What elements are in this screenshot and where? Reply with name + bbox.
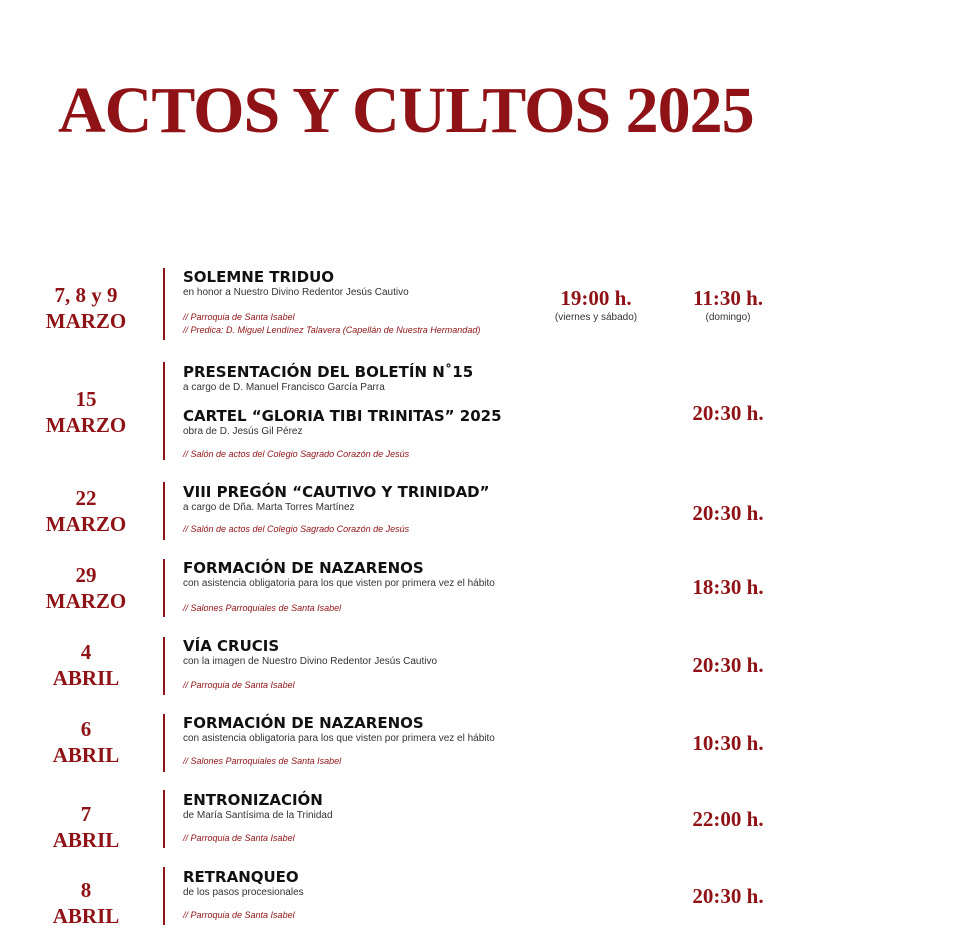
event-via-crucis (0, 637, 980, 697)
divider-line (163, 482, 165, 540)
divider-line (163, 867, 165, 925)
event-details (183, 559, 703, 615)
event-date (36, 485, 136, 537)
event-time: 10:30 h. (692, 731, 764, 755)
event-subtitle-secondary: obra de D. Jesús Gil Pérez (183, 426, 303, 437)
event-date-month: ABRIL (52, 666, 120, 690)
event-time: 20:30 h. (692, 501, 764, 525)
event-time-weekday: 19:00 h. (560, 286, 632, 310)
event-subtitle: de los pasos procesionales (183, 887, 304, 898)
event-time: 20:30 h. (692, 884, 764, 908)
event-time: 18:30 h. (692, 575, 764, 599)
divider-line (163, 362, 165, 460)
event-formacion-nazarenos-29 (0, 559, 980, 619)
event-title: PRESENTACIÓN DEL BOLETÍN N˚15 (183, 363, 474, 381)
divider-line (163, 637, 165, 695)
event-location: // Parroquia de Santa Isabel (183, 680, 295, 690)
event-title: RETRANQUEO (183, 868, 299, 886)
event-entronizacion (0, 790, 980, 852)
event-time-sunday-note: (domingo) (705, 312, 751, 323)
event-subtitle: con asistencia obligatoria para los que visten por primera vez el hábito (183, 733, 495, 744)
event-location: // Parroquia de Santa Isabel (183, 312, 295, 322)
divider-line (163, 714, 165, 772)
event-retranqueo (0, 867, 980, 929)
event-date-day: 15 (75, 387, 97, 411)
event-time: 20:30 h. (692, 653, 764, 677)
event-date-month: MARZO (45, 512, 127, 536)
event-title: ENTRONIZACIÓN (183, 791, 323, 809)
event-details (183, 868, 703, 922)
event-date-month: ABRIL (52, 828, 120, 852)
event-time-sunday: 11:30 h. (692, 286, 763, 310)
event-date (36, 386, 136, 438)
event-solemne-triduo (0, 268, 980, 344)
divider-line (163, 790, 165, 848)
event-date (36, 877, 136, 929)
event-date-month: ABRIL (52, 743, 120, 767)
event-details (183, 363, 703, 461)
event-subtitle: en honor a Nuestro Divino Redentor Jesús Cautivo (183, 287, 409, 298)
event-subtitle: a cargo de Dña. Marta Torres Martínez (183, 502, 355, 513)
divider-line (163, 559, 165, 617)
event-location: // Parroquia de Santa Isabel (183, 910, 295, 920)
event-time: 22:00 h. (692, 807, 764, 831)
event-date (36, 562, 136, 614)
event-time-weekday-note: (viernes y sábado) (554, 312, 638, 323)
event-title: VÍA CRUCIS (183, 637, 280, 655)
event-date (36, 639, 136, 691)
page-title: ACTOS Y CULTOS 2025 (58, 74, 754, 147)
event-subtitle: a cargo de D. Manuel Francisco García Parra (183, 382, 385, 393)
event-title: FORMACIÓN DE NAZARENOS (183, 559, 424, 577)
event-subtitle: con asistencia obligatoria para los que visten por primera vez el hábito (183, 578, 495, 589)
event-details (183, 791, 703, 845)
event-date-month: MARZO (45, 413, 127, 437)
event-date (36, 716, 136, 768)
event-date-day: 6 (80, 717, 92, 741)
event-date-day: 29 (75, 563, 97, 587)
event-location: // Salón de actos del Colegio Sagrado Corazón de Jesús (183, 524, 410, 534)
event-date-day: 4 (80, 640, 92, 664)
event-pregon (0, 482, 980, 542)
event-details (183, 714, 703, 768)
event-date-day: 7 (80, 802, 92, 826)
event-date-day: 7, 8 y 9 (54, 283, 118, 307)
event-date-month: ABRIL (52, 904, 120, 928)
event-subtitle: de María Santísima de la Trinidad (183, 810, 333, 821)
event-time: 20:30 h. (692, 401, 764, 425)
event-location: // Salones Parroquiales de Santa Isabel (183, 756, 342, 766)
event-formacion-nazarenos-6 (0, 714, 980, 774)
event-date-month: MARZO (45, 309, 127, 333)
event-date (36, 801, 136, 853)
event-date (36, 282, 136, 334)
event-date-day: 22 (75, 486, 97, 510)
event-title: SOLEMNE TRIDUO (183, 268, 335, 286)
event-title-secondary: CARTEL “GLORIA TIBI TRINITAS” 2025 (183, 407, 502, 425)
event-details (183, 483, 703, 536)
event-date-month: MARZO (45, 589, 127, 613)
event-details (183, 637, 703, 692)
event-preacher: // Predica: D. Miguel Lendínez Talavera (Capellán de Nuestra Hermandad) (183, 325, 481, 335)
event-title: FORMACIÓN DE NAZARENOS (183, 714, 424, 732)
divider-line (163, 268, 165, 340)
event-location: // Salón de actos del Colegio Sagrado Corazón de Jesús (183, 449, 410, 459)
event-presentacion-boletin (0, 362, 980, 464)
event-location: // Parroquia de Santa Isabel (183, 833, 295, 843)
event-location: // Salones Parroquiales de Santa Isabel (183, 603, 342, 613)
event-date-day: 8 (80, 878, 92, 902)
event-title: VIII PREGÓN “CAUTIVO Y TRINIDAD” (183, 483, 490, 501)
event-subtitle: con la imagen de Nuestro Divino Redentor Jesús Cautivo (183, 656, 438, 667)
